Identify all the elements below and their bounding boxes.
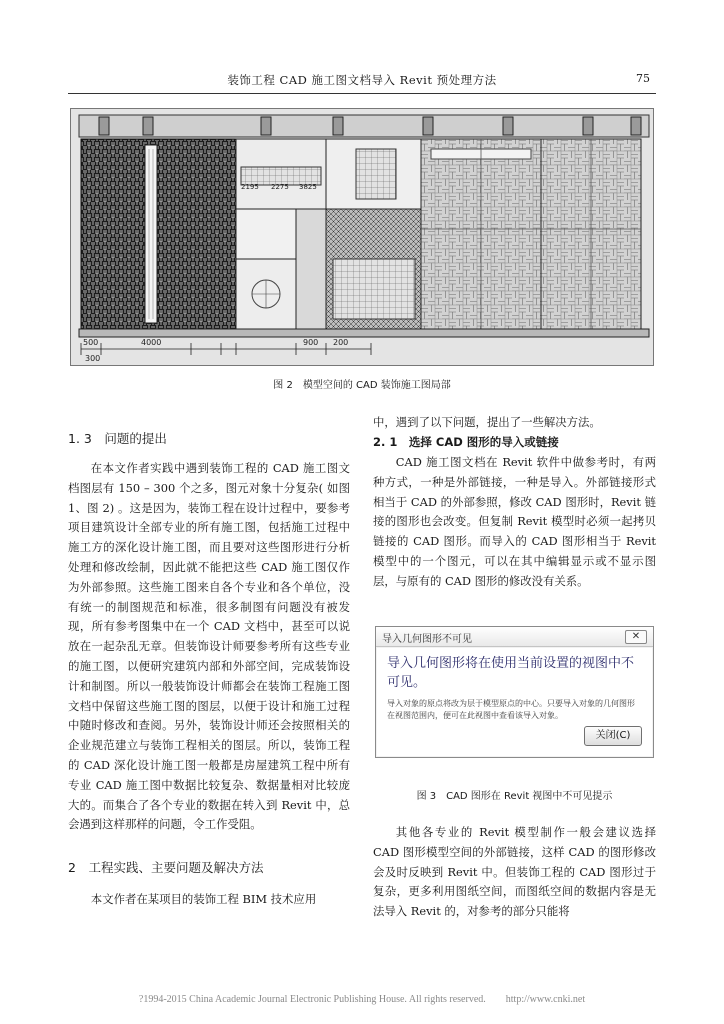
dim-label: 900 xyxy=(303,338,319,347)
dialog-title: 导入几何图形不可见 xyxy=(382,634,472,645)
dim-label: 300 xyxy=(85,354,101,363)
section-1-3-heading: 1. 3 问题的提出 xyxy=(68,431,167,446)
section-2-paragraph-cont: 中，遇到了以下问题，提出了一些解决方法。 xyxy=(373,415,601,429)
running-title: 装饰工程 CAD 施工图文档导入 Revit 预处理方法 xyxy=(227,73,497,87)
cad-floorplan-drawing xyxy=(71,109,654,366)
running-header xyxy=(68,66,656,94)
dim-label: 500 xyxy=(83,338,99,347)
dialog-message: 导入几何图形将在使用当前设置的视图中不可见。 xyxy=(387,656,635,690)
dim-label: 4000 xyxy=(141,338,162,347)
figure-3-caption: 图 3 CAD 图形在 Revit 视图中不可见提示 xyxy=(416,791,613,802)
dim-label: 2275 xyxy=(271,183,289,191)
section-2-heading: 2 工程实践、主要问题及解决方法 xyxy=(68,860,264,875)
dim-label: 200 xyxy=(333,338,349,347)
section-2-1-paragraph: CAD 施工图文档在 Revit 软件中做参考时，有两种方式，一种是外部链接，一种是导入。外部链接形式相当于 CAD 的外部参照，修改 CAD 图形时，Revit 链接的图形也会改变。但复制 Revit 模型时必须一起拷贝链接的 CAD 图形。而导入的 CAD 图形相当于 Revit 模型中的一个图元，可以在其中编辑显示或不显示图层，与原有的 CAD 图形的修改没有关系。 xyxy=(373,455,656,588)
closing-paragraph: 其他各专业的 Revit 模型制作一般会建议选择 CAD 图形模型空间的外部链接，这样 CAD 的图形修改会及时反映到 Revit 中。但装饰工程的 CAD 图形过于复杂，更多利用图纸空间，而图纸空间的数据内容是无法导入 Revit 的，对参考的部分只能将 xyxy=(373,825,656,919)
copyright-footer: ?1994-2015 China Academic Journal Electronic Publishing House. All rights reserved. http://www.cnki.net xyxy=(138,994,586,1005)
figure-2-caption: 图 2 模型空间的 CAD 装饰施工图局部 xyxy=(273,380,451,391)
dialog-close-button: 关闭(C) xyxy=(584,726,642,746)
figure-3-dialog-screenshot xyxy=(375,626,654,758)
dim-label: 3825 xyxy=(299,183,317,191)
section-2-paragraph-start: 本文作者在某项目的装饰工程 BIM 技术应用 xyxy=(90,892,317,906)
dim-label: 2195 xyxy=(241,183,259,191)
figure-2-cad-drawing xyxy=(70,108,654,366)
page-number: 75 xyxy=(636,72,650,85)
dialog-detail: 导入对象的原点将改为层于模型原点的中心。只要导入对象的几何图形在视图范围内，便可在此视图中查看该导入对象。 xyxy=(387,699,635,720)
close-icon: ✕ xyxy=(625,630,647,644)
dialog-titlebar xyxy=(376,627,653,647)
section-1-3-paragraph: 在本文作者实践中遇到装饰工程的 CAD 施工图文档图层有 150 – 300 个之多，图元对象十分复杂( 如图 1、图 2) 。这是因为，装饰工程在设计过程中，要参考项目建筑设计全部专业的所有施工图，包括施工过程中施工方的深化设计施工图，而且要对这些图形进行分析处理和修改绘制，因此就不能把这些 CAD 施工图仅作为外部参照。这些施工图来自各个专业和各个单位，没有统一的制图规范和标准，很多制图有问题没有被发现，所有参考图集中在一个 CAD 文档中，甚至可以说放在一起杂乱无章。但装饰设计师要参考所有这些专业的施工图，以便研究建筑内部和外部空间，完成装饰设计和制图。所以一般装饰设计师都会在装饰工程施工图文档中保留这些施工图的图层，以便于设计和施工过程中随时修改和查阅。另外，装饰设计师还会按照相关的企业规范建立与装饰工程相关的图层。所以，装饰工程的 CAD 深化设计施工图一般都是房屋建筑工程中所有专业 CAD 施工图中数据比较复杂、数据量相对比较庞大的。而集合了各个专业的数据在转入到 Revit 中，总会遇到这样那样的问题，令工作受阻。 xyxy=(68,461,350,832)
section-2-1-heading: 2. 1 选择 CAD 图形的导入或链接 xyxy=(373,435,559,449)
dialog-body xyxy=(377,648,652,756)
